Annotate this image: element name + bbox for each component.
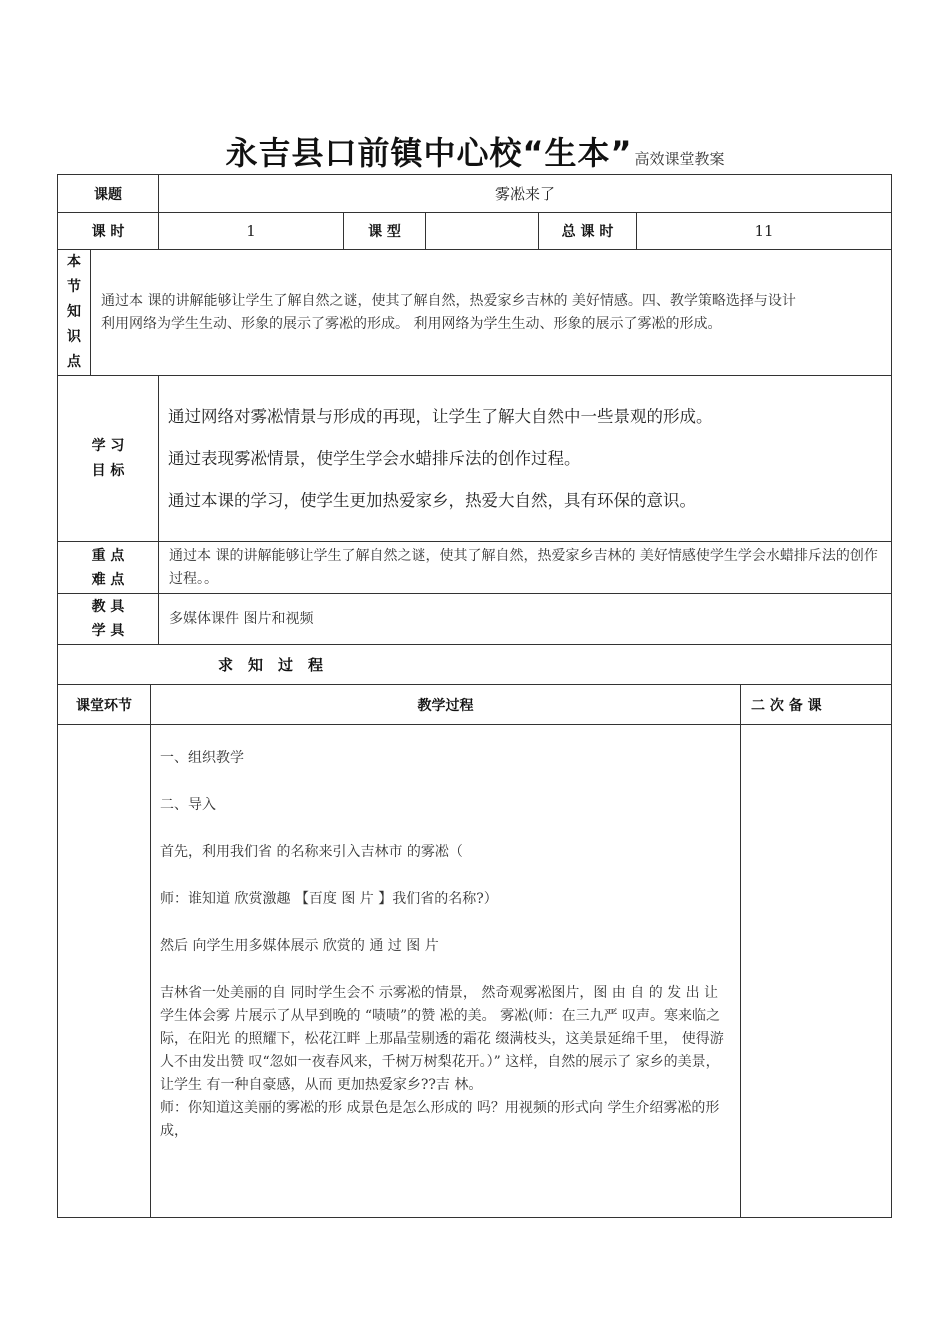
process-block: 师：你知道这美丽的雾凇的形 成景色是怎么形成的 吗？用视频的形式向 学生介绍雾凇的形 成， [160,1100,720,1139]
subject-label: 课题 [58,175,159,213]
subject-value: 雾凇来了 [159,175,892,213]
keypoints-row [58,542,892,594]
keypoints-text: 通过本 课的讲解能够让学生了解自然之谜，使其了解自然，热爱家乡吉林的 美好情感使学生学会水蜡排斥法的创作过程。。 [169,547,878,587]
goals-label-line: 目 标 [91,462,125,479]
subject-row [58,175,892,213]
tools-text: 多媒体课件 图片和视频 [169,610,314,627]
goals-row [58,376,892,542]
course-info-table [57,174,892,250]
tools-label-line: 学 具 [91,623,125,639]
knowledge-label [58,250,91,376]
knowledge-label-char: 本 [67,254,81,270]
tools-label [58,594,159,645]
knowledge-label-char: 节 [67,279,81,295]
title-main: 永吉县口前镇中心校“生本” [225,134,633,172]
total-value: 11 [637,213,892,250]
column-second-prep: 二 次 备 课 [741,685,892,725]
type-value [426,213,539,250]
objectives-table [57,375,892,685]
knowledge-label-char: 知 [67,304,81,320]
knowledge-label-char: 点 [67,354,81,370]
process-heading: 求 知 过 程 [58,645,892,685]
process-heading-row [58,645,892,685]
process-body-row [58,725,892,1218]
process-cell [151,725,741,1218]
knowledge-label-char: 识 [67,329,81,345]
tools-label-line: 教 具 [91,599,125,615]
knowledge-text-2: 利用网络为学生生动、形象的展示了雾凇的形成。 利用网络为学生生动、形象的展示了雾凇的形成。 [101,315,722,332]
knowledge-row [58,250,892,376]
type-label: 课 型 [344,213,426,250]
process-paragraph: 师：谁知道 欣赏激趣 【百度 图 片 】我们省的名称?） [160,891,498,907]
process-paragraph: 首先，利用我们省 的名称来引入吉林市 的雾凇（ [160,844,463,860]
tools-row [58,594,892,645]
knowledge-text-1: 通过本 课的讲解能够让学生了解自然之谜，使其了解自然，热爱家乡吉林的 美好情感。四、教学策略选择与设计 [101,292,796,309]
total-label: 总 课 时 [539,213,637,250]
goal-item: 通过网络对雾凇情景与形成的再现，让学生了解大自然中一些景观的形成。 [168,406,713,426]
knowledge-table [57,249,892,376]
process-table [57,684,892,1218]
title-subtitle: 高效课堂教案 [634,150,725,168]
column-process: 教学过程 [151,685,741,725]
keypoints-label-line: 重 点 [91,547,125,564]
goal-item: 通过表现雾凇情景，使学生学会水蜡排斥法的创作过程。 [168,448,581,468]
period-row [58,213,892,250]
goal-item: 通过本课的学习，使学生更加热爱家乡，热爱大自然，具有环保的意识。 [168,490,696,510]
period-value: 1 [159,213,344,250]
process-paragraph: 一、组织教学 [160,750,244,766]
process-header-row [58,685,892,725]
column-stage: 课堂环节 [58,685,151,725]
process-paragraph: 然后 向学生用多媒体展示 欣赏的 通 过 图 片 [160,938,439,954]
second-prep-cell [741,725,892,1218]
keypoints-label [58,542,159,594]
stage-cell [58,725,151,1218]
process-block: 吉林省一处美丽的自 同时学生会不 示雾凇的情景， 然奇观雾凇图片，图 由 自 的 发 出 让学生体会雾 片展示了从早到晚的 “啧啧”的赞 凇的美。 雾凇(师：在三九严 叹声。寒来临之际，在阳光 的照耀下，松花江畔 上那晶莹剔透的霜花 缀满枝头，这美景延绵千里， 使得游人不由发出赞 叹“忽如一夜春风来，千树万树梨花开。）” 这样，自然的展示了 家乡的美景，让学生 有一种自豪感，从而 更加热爱家乡??吉 林。 [160,985,724,1093]
keypoints-label-line: 难 点 [91,571,125,588]
goals-label-line: 学 习 [91,437,125,454]
period-label: 课 时 [58,213,159,250]
goals-label [58,376,159,542]
process-paragraph: 二、导入 [160,797,216,813]
document-title [0,128,950,174]
